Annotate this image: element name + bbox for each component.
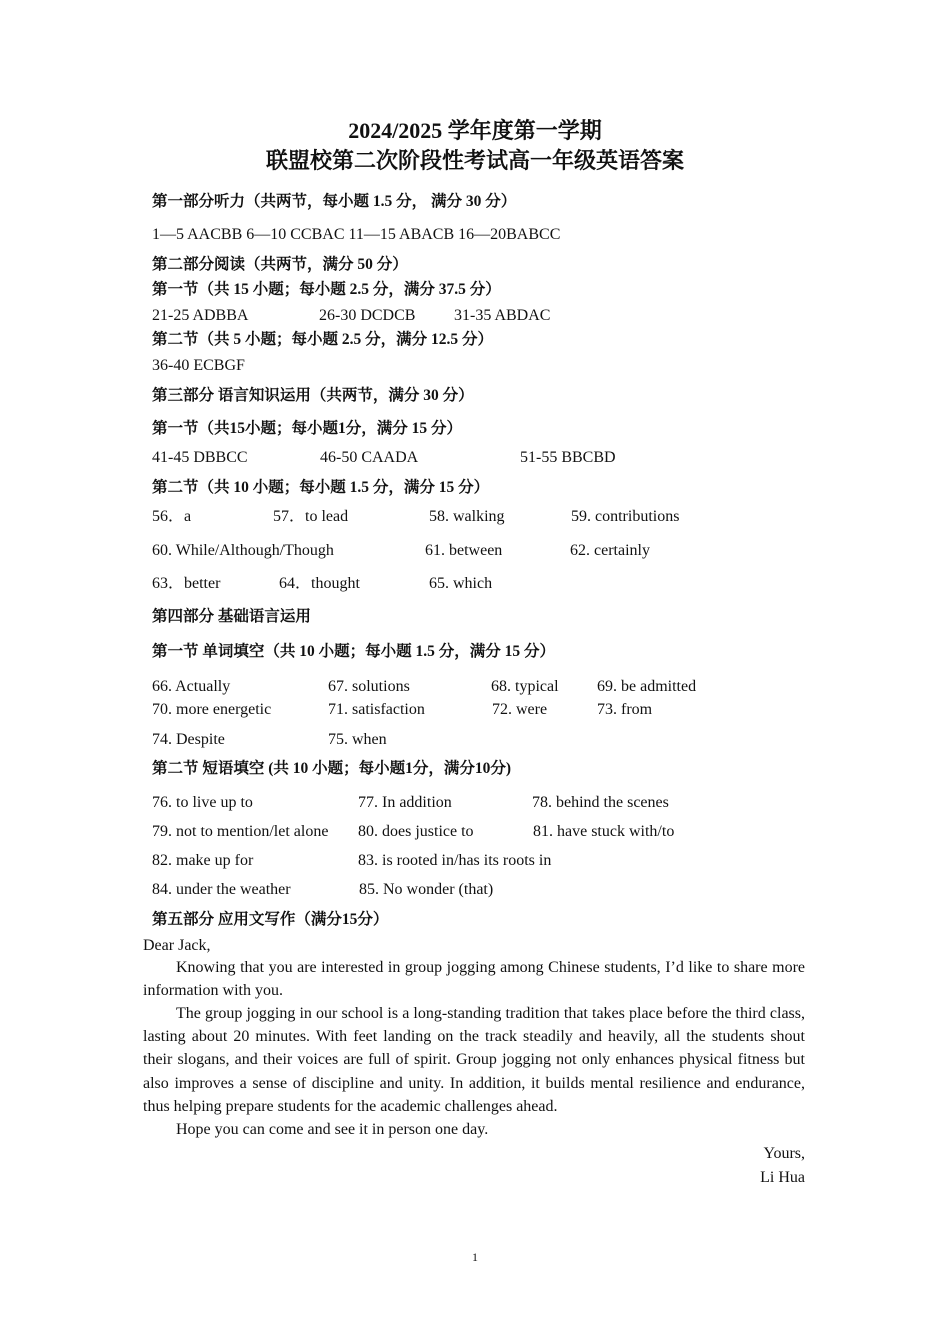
part2-heading: 第二部分阅读（共两节，满分 50 分） xyxy=(152,256,408,273)
letter-closing: Yours, xyxy=(763,1145,805,1162)
answer-item: 68. typical xyxy=(491,678,559,695)
answer-item: 73. from xyxy=(597,701,653,718)
letter-paragraph: The group jogging in our school is a long-standing tradition that takes place before the third class, lasting about 20 minutes. With feet landing on the track steadily and heavily, all the students shout their slogans, and their voices are full of spirit. Group jogging not only enhances physical fitness but also improves a sense of discipline and unity. In addition, it builds mental resilience and endurance, thus helping prepare students for the academic challenges ahead. xyxy=(143,1005,805,1115)
part4-sec1-heading: 第一节 单词填空（共 10 小题；每小题 1.5 分，满分 15 分） xyxy=(152,643,556,660)
part3-sec2-heading: 第二节（共 10 小题；每小题 1.5 分，满分 15 分） xyxy=(152,479,490,496)
part3-heading: 第三部分 语言知识运用（共两节，满分 30 分） xyxy=(152,387,474,404)
answer-item: 58. walking xyxy=(429,508,505,525)
part5-heading: 第五部分 应用文写作（满分15分） xyxy=(152,911,389,928)
answer-item: 72. were xyxy=(492,701,548,718)
answer-item: 41-45 DBBCC xyxy=(152,449,248,466)
letter-paragraph: Hope you can come and see it in person one day. xyxy=(176,1121,489,1138)
page-number: 1 xyxy=(472,1250,478,1264)
part1-answers: 1—5 AACBB 6—10 CCBAC 11—15 ABACB 16—20BABCC xyxy=(152,226,561,243)
part1-heading: 第一部分听力（共两节，每小题 1.5 分， 满分 30 分） xyxy=(152,193,517,210)
part2-sec1-heading: 第一节（共 15 小题；每小题 2.5 分，满分 37.5 分） xyxy=(152,281,501,298)
answer-item: 31-35 ABDAC xyxy=(454,307,551,324)
answer-item: 62. certainly xyxy=(570,542,650,559)
answer-item: 77. In addition xyxy=(358,794,452,811)
answer-item: 84. under the weather xyxy=(152,881,291,898)
answer-item: 74. Despite xyxy=(152,731,225,748)
answer-item: 59. contributions xyxy=(571,508,680,525)
answer-item: 81. have stuck with/to xyxy=(533,823,675,840)
answer-item: 64．thought xyxy=(279,575,360,592)
answer-item: 63．better xyxy=(152,575,221,592)
answer-item: 65. which xyxy=(429,575,493,592)
answer-item: 66. Actually xyxy=(152,678,231,695)
answer-item: 76. to live up to xyxy=(152,794,253,811)
answer-item: 83. is rooted in/has its roots in xyxy=(358,852,552,869)
part4-heading: 第四部分 基础语言运用 xyxy=(152,608,311,625)
answer-item: 36-40 ECBGF xyxy=(152,357,245,374)
answer-item: 78. behind the scenes xyxy=(532,794,669,811)
answer-item: 46-50 CAADA xyxy=(320,449,419,466)
part4-sec2-heading: 第二节 短语填空 (共 10 小题；每小题1分，满分10分) xyxy=(152,760,512,777)
part2-sec2-heading: 第二节（共 5 小题；每小题 2.5 分，满分 12.5 分） xyxy=(152,331,494,348)
answer-item: 75. when xyxy=(328,731,387,748)
answer-item: 79. not to mention/let alone xyxy=(152,823,329,840)
answer-item: 56．a xyxy=(152,508,192,525)
doc-title-line2: 联盟校第二次阶段性考试高一年级英语答案 xyxy=(265,148,684,173)
answer-item: 85. No wonder (that) xyxy=(359,881,494,898)
answer-item: 80. does justice to xyxy=(358,823,474,840)
answer-item: 61. between xyxy=(425,542,503,559)
answer-item: 21-25 ADBBA xyxy=(152,307,249,324)
doc-title-line1: 2024/2025 学年度第一学期 xyxy=(348,118,602,143)
part3-sec1-heading: 第一节（共15小题；每小题1分，满分 15 分） xyxy=(152,420,463,437)
letter-signature: Li Hua xyxy=(760,1169,805,1186)
answer-item: 57．to lead xyxy=(273,508,349,525)
answer-item: 26-30 DCDCB xyxy=(319,307,416,324)
letter-salutation: Dear Jack, xyxy=(143,937,211,954)
answer-item: 70. more energetic xyxy=(152,701,272,718)
letter-paragraph: Knowing that you are interested in group jogging among Chinese students, I’d like to share more information with you. xyxy=(143,959,805,1000)
answer-item: 69. be admitted xyxy=(597,678,697,695)
answer-item: 51-55 BBCBD xyxy=(520,449,616,466)
answer-item: 71. satisfaction xyxy=(328,701,425,718)
answer-item: 60. While/Although/Though xyxy=(152,542,334,559)
answer-item: 82. make up for xyxy=(152,852,254,869)
answer-item: 67. solutions xyxy=(328,678,410,695)
